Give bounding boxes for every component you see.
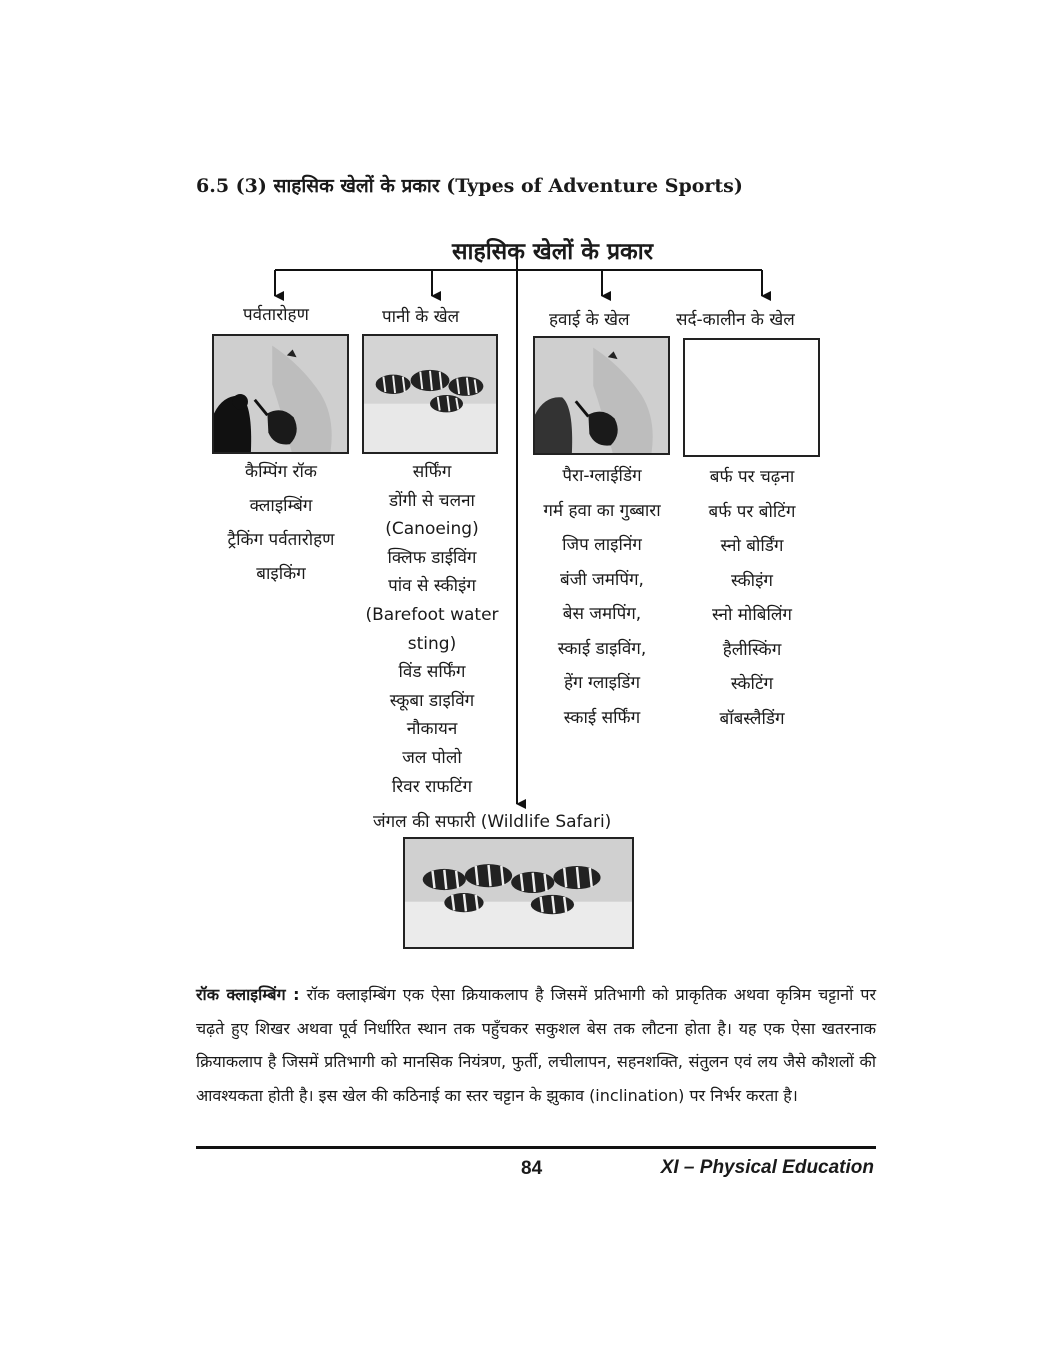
- book-title: XI – Physical Education: [660, 1157, 874, 1178]
- list-item: नौकायन: [406, 719, 458, 740]
- list-item: जिप लाइनिंग: [562, 535, 642, 555]
- section-title-english: (Types of Adventure Sports): [446, 175, 743, 197]
- list-item: स्काई डाइविंग,: [557, 638, 647, 659]
- list-item: क्लाइम्बिंग: [249, 496, 313, 516]
- list-item: ट्रैकिंग पर्वतारोहण: [227, 530, 335, 550]
- list-item: विंड सर्फिंग: [398, 662, 466, 683]
- list-item: रिवर राफटिंग: [391, 776, 473, 797]
- list-item: स्कीइंग: [731, 570, 773, 591]
- list-item: स्कूबा डाइविंग: [389, 690, 475, 711]
- list-item: क्लिफ डाईविंग: [387, 547, 477, 568]
- air-sports-list: [522, 459, 682, 735]
- wildlife-safari-label: जंगल की सफारी (Wildlife Safari): [373, 812, 612, 832]
- list-item: बॉबस्लैडिंग: [719, 708, 785, 729]
- rock-climbing-image: [214, 336, 347, 452]
- paragraph-term: रॉक क्लाइम्बिंग :: [196, 985, 300, 1004]
- list-item: बर्फ पर बोटिंग: [708, 501, 796, 522]
- water-sports-list: [352, 458, 512, 801]
- list-item: बंजी जमपिंग,: [560, 569, 644, 590]
- page-number: 84: [521, 1158, 543, 1179]
- list-item: हैलीस्किंग: [722, 639, 782, 660]
- mountaineering-list: [206, 455, 356, 591]
- list-item: गर्म हवा का गुब्बारा: [543, 500, 661, 521]
- winter-sports-blank-frame: [683, 338, 820, 457]
- list-item: सर्फिंग: [412, 462, 452, 482]
- rock-climbing-image-2: [535, 338, 668, 453]
- category-label-winter-sports: सर्द-कालीन के खेल: [676, 310, 795, 330]
- zebra-herd-image: [364, 336, 496, 452]
- list-item: हेंग ग्लाइडिंग: [563, 673, 641, 693]
- list-item: कैम्पिंग रॉक: [245, 462, 317, 482]
- list-item: स्नो बोर्डिंग: [720, 536, 784, 556]
- list-item: पैरा-ग्लाईडिंग: [562, 466, 642, 486]
- section-title-hindi: साहसिक खेलों के प्रकार: [273, 175, 440, 197]
- list-item: बेस जमपिंग,: [562, 604, 642, 624]
- zebra-herd-image-large: [405, 839, 632, 947]
- rock-climbing-photo: [212, 334, 349, 454]
- list-item: (Canoeing): [385, 519, 479, 540]
- list-item: (Barefoot water: [365, 604, 499, 625]
- list-item: स्काई सर्फिंग: [563, 707, 641, 728]
- section-number: 6.5 (3): [196, 175, 267, 197]
- paragraph-text: रॉक क्लाइम्बिंग एक ऐसा क्रियाकलाप है जिसमें प्रतिभागी को प्राकृतिक अथवा कृत्रिम चट्टानों पर चढ़ते हुए शिखर अथवा पूर्व निर्धारित स्थान तक पहुँचकर सकुशल बेस तक लौटना होता है। यह एक ऐसा खतरनाक क्रियाकलाप है जिसमें प्रतिभागी को मानसिक नियंत्रण, फुर्ती, लचीलापन, सहनशक्ति, संतुलन एवं लय जैसे कौशलों की आवश्यकता होती है। इस खेल की कठिनाई का स्तर चट्टान के झुकाव (inclination) पर निर्भर करता है।: [196, 985, 876, 1105]
- zebra-herd-photo-safari: [403, 837, 634, 949]
- zebra-herd-photo-water: [362, 334, 498, 454]
- rock-climbing-paragraph: [196, 978, 876, 1112]
- category-label-mountaineering: पर्वतारोहण: [243, 305, 309, 325]
- list-item: पांव से स्कीइंग: [388, 576, 476, 597]
- air-sports-photo: [533, 336, 670, 455]
- list-item: बर्फ पर चढ़ना: [709, 467, 795, 487]
- chart-title: साहसिक खेलों के प्रकार: [452, 239, 654, 265]
- list-item: बाइकिंग: [256, 564, 306, 584]
- footer-divider: [196, 1146, 876, 1149]
- list-item: जल पोलो: [402, 747, 462, 768]
- list-item: स्केटिंग: [730, 674, 774, 694]
- category-label-air-sports: हवाई के खेल: [549, 310, 630, 330]
- list-item: sting): [407, 633, 457, 654]
- winter-sports-list: [684, 460, 820, 736]
- category-label-water-sports: पानी के खेल: [382, 307, 460, 327]
- list-item: स्नो मोबिलिंग: [712, 605, 792, 625]
- list-item: डोंगी से चलना: [389, 490, 475, 511]
